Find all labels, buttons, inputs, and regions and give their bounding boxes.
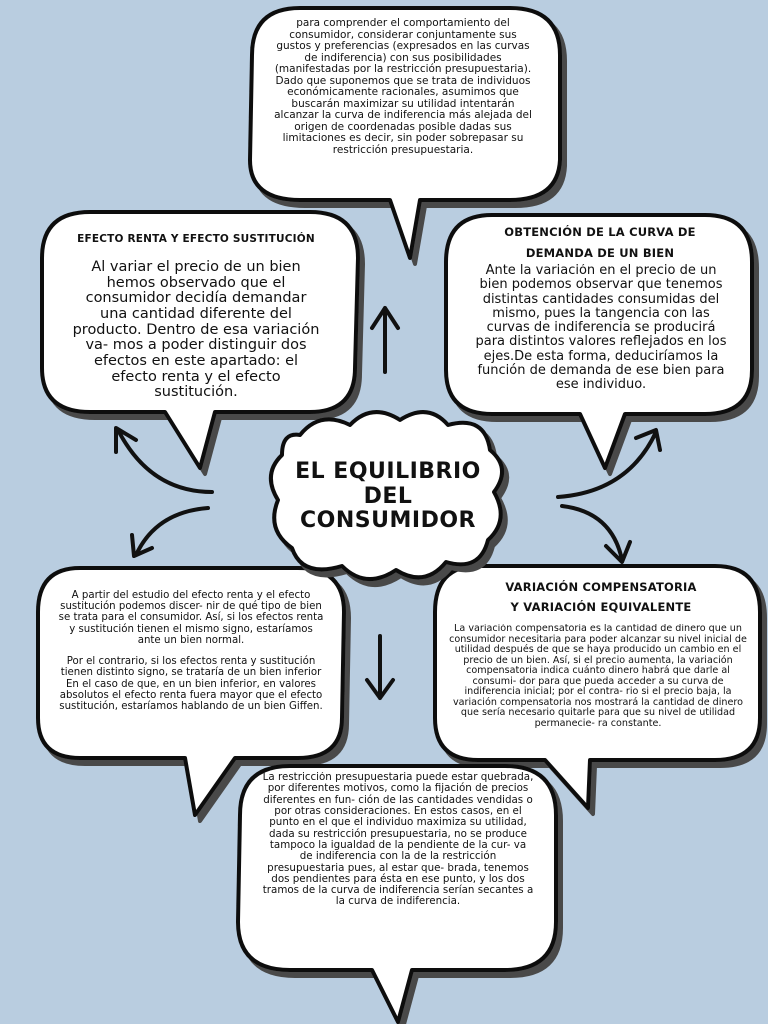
central-title-line-3: CONSUMIDOR xyxy=(300,508,476,534)
top-bubble-paragraph-2: Dado que suponemos que se trata de individuos económicamente racionales, asumimos que buscarán maximizar su utilidad intentarán alcanzar la curva de indiferencia más alejada del origen de coordenadas posible dadas sus limitaciones es decir, sin poder sobrepasar su restricción presupuestaria. xyxy=(274,74,532,157)
bottom-left-paragraph-2: Por el contrario, si los efectos renta y sustitución tienen distinto signo, se trataría de un bien inferior xyxy=(60,656,322,679)
arrow-down-icon xyxy=(367,636,393,698)
left-bubble-heading: EFECTO RENTA Y EFECTO SUSTITUCIÓN xyxy=(77,233,315,245)
central-title xyxy=(288,460,488,534)
bottom-right-heading-line-2: Y VARIACIÓN EQUIVALENTE xyxy=(510,599,692,614)
bottom-bubble-body: La restricción presupuestaria puede estar quebrada, por diferentes motivos, como la fijación de precios diferentes en fun- ción de las cantidades vendidas o por otras consideraciones. En estos casos, en el punto en el que el individuo maximiza su utilidad, dada su restricción presupuestaria, no se produce tampoco la igualdad de la pendiente de la cur- va de indiferencia con la de la restricción presupuestaria pues, al estar que- brada, tenemos dos pendientes para ésta en ese punto, y los dos tramos de la curva de indiferencia serían secantes a la curva de indiferencia. xyxy=(262,772,534,908)
top-bubble-paragraph-1: para comprender el comportamiento del consumidor, considerar conjuntamente sus gustos y preferencias (expresados en las curvas de indiferencia) con sus posibilidades (manifestadas por la restricción presupuestaria). xyxy=(274,18,532,76)
arrow-lower-right-icon xyxy=(562,506,630,562)
bottom-left-paragraph-1: A partir del estudio del efecto renta y el efecto sustitución podemos discer- nir de qué tipo de bien se trata para el consumidor. Así, si los efectos renta y sustitución tienen el mismo signo, estaríamos ante un bien normal. xyxy=(58,590,324,646)
right-bubble-body: Ante la variación en el precio de un bien podemos observar que tenemos distintas cantidades consumidas del mismo, pues la tangencia con las curvas de indiferencia se producirá para distintos valores reflejados en los ejes.De esta forma, deduciríamos la función de demanda de ese bien para ese individuo. xyxy=(475,264,727,393)
bottom-left-bubble-text xyxy=(58,590,324,712)
top-bubble-text xyxy=(272,18,534,157)
right-bubble-heading xyxy=(470,222,730,263)
right-bubble-heading-line-2: DEMANDA DE UN BIEN xyxy=(525,245,675,260)
arrow-lower-left-icon xyxy=(132,508,208,556)
bottom-right-bubble-heading xyxy=(455,578,747,617)
bottom-left-paragraph-3: En el caso de que, en un bien inferior, en valores absolutos el efecto renta fuera mayor que el efecto sustitución, estaríamos hablando de un bien Giffen. xyxy=(59,678,323,712)
right-bubble-heading-line-1: OBTENCIÓN DE LA CURVA DE xyxy=(504,225,696,239)
left-bubble-body: Al variar el precio de un bien hemos observado que el consumidor decidía demandar una cantidad diferente del producto. Dentro de esa variación va- mos a poder distinguir dos efectos en este apartado: el efecto renta y el efecto sustitución. xyxy=(72,260,320,401)
bottom-right-heading-line-1: VARIACIÓN COMPENSATORIA xyxy=(505,580,697,594)
bottom-right-bubble-body: La variación compensatoria es la cantidad de dinero que un consumidor necesitaria para poder alcanzar su nivel inicial de utilidad después de que se haya producido un cambio en el precio de un bien. Así, si el precio aumenta, la variación compensatoria indica cuánto dinero habrá que darle al consumi- dor para que pueda acceder a su curva de indiferencia inicial; por el contra- rio si el precio baja, la variación compensatoria nos mostrará la cantidad de dinero que sería necesario quitarle para que su nivel de utilidad permanecie- ra constante. xyxy=(449,624,747,729)
arrow-up-icon xyxy=(372,308,398,372)
central-title-line-1: EL EQUILIBRIO xyxy=(295,459,481,484)
central-title-line-2: DEL xyxy=(363,483,413,509)
